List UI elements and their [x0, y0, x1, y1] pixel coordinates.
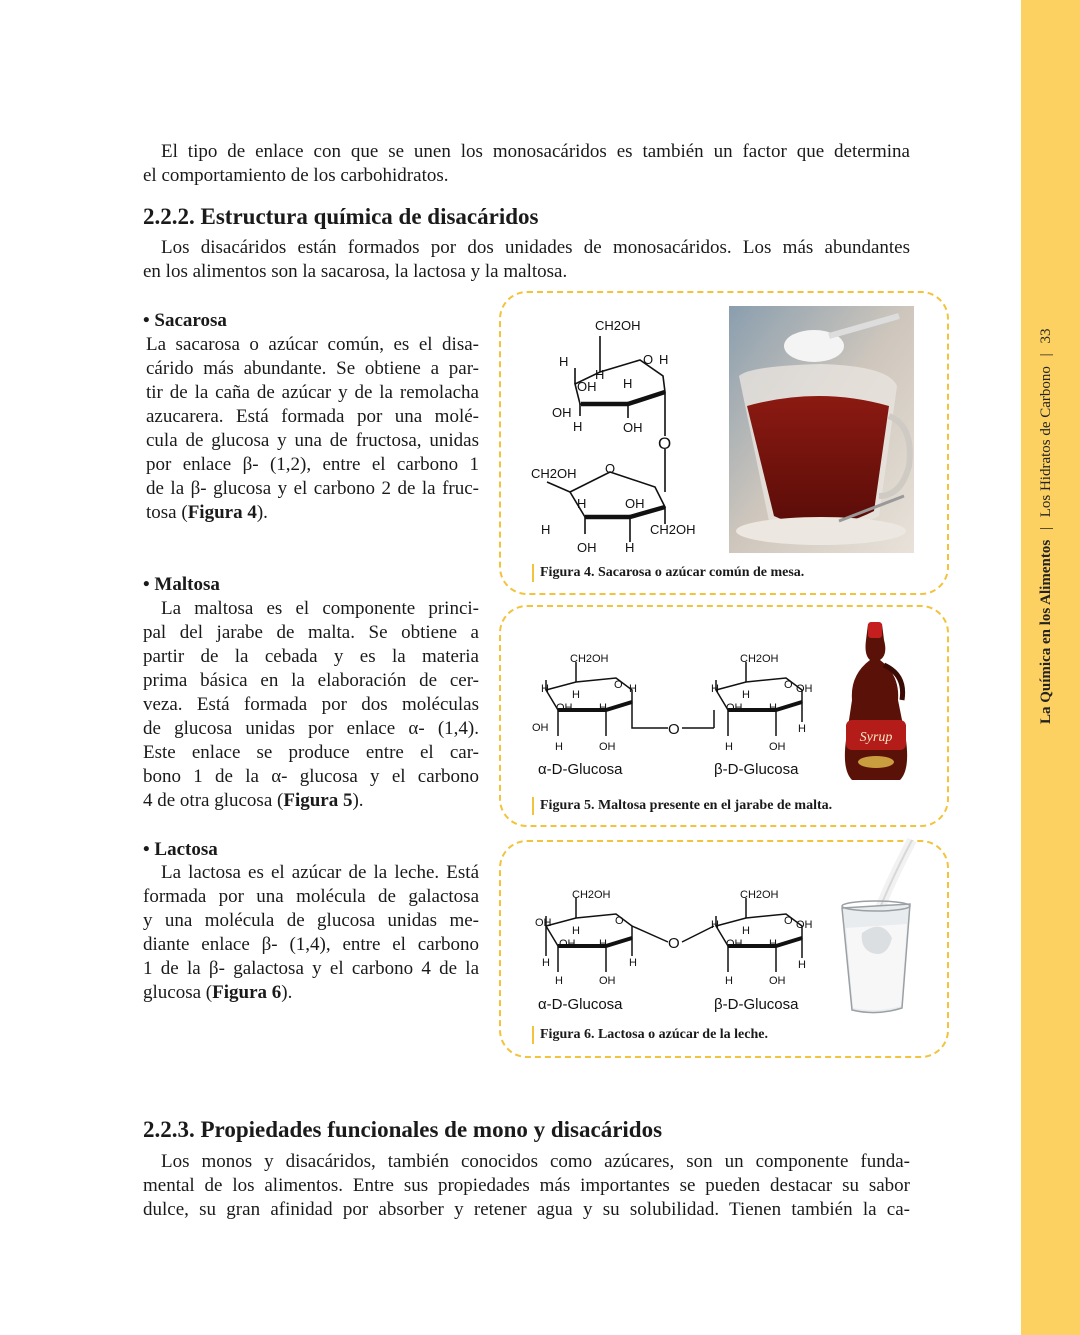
alpha-glucose-label: α-D-Glucosa — [538, 996, 623, 1013]
oh-label: OH — [559, 938, 576, 950]
h-label: H — [573, 419, 583, 434]
h-label: H — [555, 741, 563, 753]
maltosa-line: veza. Está formada por dos moléculas — [143, 694, 479, 715]
oh-label: OH — [556, 702, 573, 714]
o-bridge-label: O — [668, 721, 680, 738]
separator: | — [1038, 527, 1054, 531]
oh-label: OH — [577, 540, 597, 555]
figure-4-ref: Figura 4 — [187, 502, 257, 523]
lactosa-line: La lactosa es el azúcar de la leche. Está — [161, 862, 479, 883]
ch2oh-label: CH2OH — [531, 466, 577, 481]
figure-5-ref: Figura 5 — [283, 790, 353, 811]
ch2oh-label: CH2OH — [740, 889, 779, 901]
oh-label: OH — [726, 938, 743, 950]
sacarosa-heading: • Sacarosa — [143, 310, 227, 331]
sacarosa-line: La sacarosa o azúcar común, es el disa- — [146, 334, 479, 355]
h-label: H — [599, 702, 607, 714]
oh-label: OH — [769, 975, 786, 987]
h-label: H — [659, 352, 669, 367]
h-label: H — [572, 925, 580, 937]
book-title: La Química en los Alimentos — [1038, 539, 1054, 724]
lactose-structure-diagram — [528, 884, 828, 1019]
o-ring-label: O — [614, 679, 623, 691]
maltosa-line-last: 4 de otra glucosa (Figura 5). — [143, 790, 364, 811]
oh-label: OH — [769, 741, 786, 753]
maltosa-heading: • Maltosa — [143, 574, 220, 595]
separator: | — [1038, 353, 1054, 357]
h-label: H — [769, 702, 777, 714]
oh-label: OH — [726, 702, 743, 714]
maltosa-line: Este enlace se produce entre el car- — [143, 742, 479, 763]
figure-4-caption: Figura 4. Sacarosa o azúcar común de mesa. — [532, 564, 804, 582]
o-ring-label: O — [605, 461, 616, 476]
h-label: H — [623, 376, 633, 391]
beta-glucose-label: β-D-Glucosa — [714, 761, 799, 778]
beta-glucose-label: β-D-Glucosa — [714, 996, 799, 1013]
oh-label: OH — [796, 683, 813, 695]
sacarosa-paragraph — [146, 333, 479, 525]
alpha-glucose-label: α-D-Glucosa — [538, 761, 623, 778]
section-222-line-1: Los disacáridos están formados por dos unidades de monosacáridos. Los más abundantes — [161, 237, 910, 258]
h-label: H — [798, 723, 806, 735]
lactosa-heading: • Lactosa — [143, 839, 218, 860]
lactosa-paragraph — [143, 861, 479, 1005]
h-label: H — [625, 540, 635, 555]
chapter-title: Los Hidratos de Carbono — [1038, 366, 1054, 518]
sacarosa-line: cula de glucosa y una de fructosa, unidas — [146, 430, 479, 451]
oh-label: OH — [796, 919, 813, 931]
oh-label: OH — [625, 496, 645, 511]
page-number: 33 — [1038, 328, 1054, 344]
h-label: H — [541, 683, 549, 695]
o-ring-label: O — [615, 915, 624, 927]
intro-line-1: El tipo de enlace con que se unen los monosacáridos es también un factor que determina — [161, 141, 910, 162]
sidebar-running-header — [1038, 329, 1055, 724]
ch2oh-label: CH2OH — [572, 889, 611, 901]
sacarosa-line: azucarera. Está formada por una molé- — [146, 406, 479, 427]
oh-label: OH — [535, 917, 552, 929]
maltosa-line: de glucosa unidas por enlace α- (1,4). — [143, 718, 479, 739]
ch2oh-label: CH2OH — [650, 522, 696, 537]
ch2oh-label: CH2OH — [570, 653, 609, 665]
o-ring-label: O — [784, 915, 793, 927]
h-label: H — [555, 975, 563, 987]
sacarosa-line-last: tosa (Figura 4). — [146, 502, 268, 523]
sacarosa-line: por enlace β- (1,2), entre el carbono 1 — [146, 454, 479, 475]
o-bridge-label: O — [668, 935, 680, 952]
section-222-paragraph — [143, 236, 910, 284]
oh-label: OH — [599, 741, 616, 753]
section-222-heading: 2.2.2. Estructura química de disacáridos — [143, 204, 539, 229]
o-bridge-label: O — [658, 434, 672, 453]
oh-label: OH — [577, 379, 597, 394]
h-label: H — [742, 925, 750, 937]
figure-6-ref: Figura 6 — [212, 982, 282, 1003]
h-label: H — [769, 938, 777, 950]
h-label: H — [559, 354, 569, 369]
h-label: H — [599, 938, 607, 950]
o-ring-label: O — [643, 352, 654, 367]
section-223-line-1: Los monos y disacáridos, también conocidos como azúcares, son un componente funda- — [161, 1151, 910, 1172]
maltosa-line: partir de la cebada y es la materia — [143, 646, 479, 667]
maltosa-paragraph — [143, 597, 479, 813]
figure-5-caption: Figura 5. Maltosa presente en el jarabe de malta. — [532, 797, 832, 815]
section-223-paragraph — [143, 1150, 910, 1222]
lactosa-line-last: glucosa (Figura 6). — [143, 982, 293, 1003]
syrup-bottle-photo — [840, 620, 912, 785]
maltose-structure-diagram — [528, 648, 828, 783]
oh-label: OH — [552, 405, 572, 420]
lactosa-line: formada por una molécula de galactosa — [143, 886, 479, 907]
section-222-line-2: en los alimentos son la sacarosa, la lactosa y la maltosa. — [143, 261, 568, 282]
section-223-heading: 2.2.3. Propiedades funcionales de mono y disacáridos — [143, 1117, 663, 1142]
sacarosa-line: de la β- glucosa y el carbono 2 de la fruc- — [146, 478, 479, 499]
maltosa-line: pal del jarabe de malta. Se obtiene a — [143, 622, 479, 643]
h-label: H — [629, 957, 637, 969]
sacarosa-line: cárido más abundante. Se obtiene a par- — [146, 358, 479, 379]
milk-glass-photo — [832, 838, 922, 1018]
maltosa-line: bono 1 de la α- glucosa y el carbono — [143, 766, 479, 787]
h-label: H — [798, 959, 806, 971]
h-label: H — [541, 522, 551, 537]
lactosa-line: 1 de la β- galactosa y el carbono 4 de la — [143, 958, 479, 979]
figure-6-caption: Figura 6. Lactosa o azúcar de la leche. — [532, 1026, 768, 1044]
oh-label: OH — [532, 722, 549, 734]
h-label: H — [725, 975, 733, 987]
oh-label: OH — [623, 420, 643, 435]
section-223-line-3: dulce, su gran afinidad por absorber y retener agua y su solubilidad. Tienen también la ca- — [143, 1199, 910, 1220]
maltosa-line: prima básica en la elaboración de cer- — [143, 670, 479, 691]
h-label: H — [595, 367, 605, 382]
intro-paragraph — [143, 140, 910, 188]
sacarosa-line: tir de la caña de azúcar y de la remolacha — [146, 382, 479, 403]
h-label: H — [711, 919, 719, 931]
section-223-line-2: mental de los alimentos. Entre sus propiedades más importantes se pueden destacar su sabor — [143, 1175, 910, 1196]
lactosa-line: diante enlace β- (1,4), entre el carbono — [143, 934, 479, 955]
o-ring-label: O — [784, 679, 793, 691]
h-label: H — [725, 741, 733, 753]
oh-label: OH — [599, 975, 616, 987]
sucrose-structure-diagram — [525, 312, 715, 562]
maltosa-line: La maltosa es el componente princi- — [161, 598, 479, 619]
h-label: H — [711, 683, 719, 695]
h-label: H — [629, 683, 637, 695]
syrup-label: Syrup — [859, 730, 893, 745]
ch2oh-label: CH2OH — [740, 653, 779, 665]
h-label: H — [742, 689, 750, 701]
h-label: H — [542, 957, 550, 969]
ch2oh-label: CH2OH — [595, 318, 641, 333]
lactosa-line: y una molécula de glucosa unidas me- — [143, 910, 479, 931]
h-label: H — [577, 496, 587, 511]
h-label: H — [572, 689, 580, 701]
intro-line-2: el comportamiento de los carbohidratos. — [143, 165, 449, 186]
tea-cup-photo — [729, 306, 914, 553]
